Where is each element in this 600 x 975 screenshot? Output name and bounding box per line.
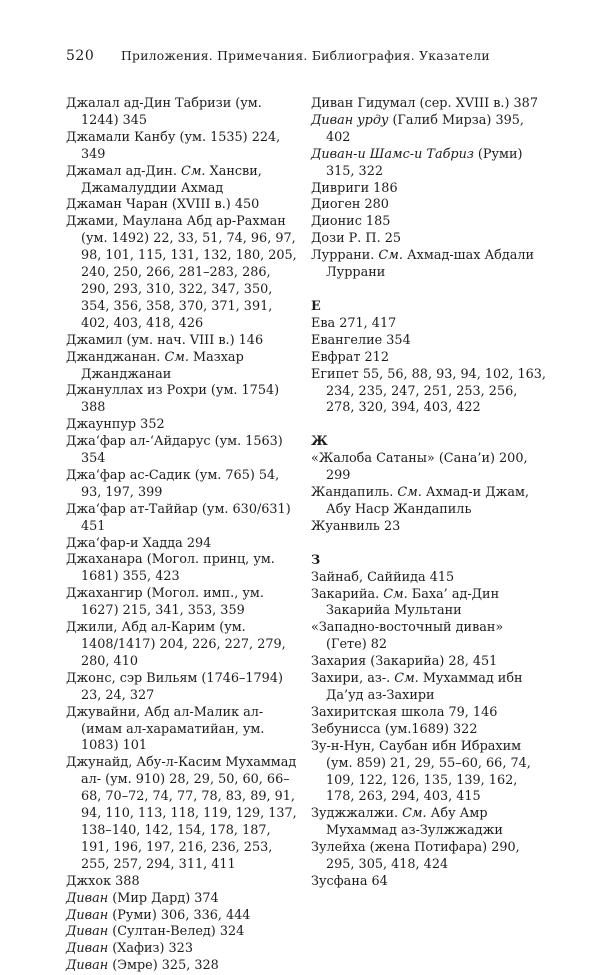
- index-entry: [66, 891, 302, 908]
- entry-text: Джонс, сэр Вильям (1746–1794) 23, 24, 327: [66, 670, 283, 703]
- entry-text-rest: (Руми) 315, 322: [326, 146, 523, 179]
- entry-text: Зебунисса (ум.1689) 322: [311, 721, 478, 737]
- entry-text: «Жалоба Сатаны» (Сана’и) 200, 299: [311, 451, 528, 484]
- entry-text: Джаунпур 352: [66, 417, 165, 433]
- index-entry: [311, 654, 547, 671]
- index-entry: [66, 552, 302, 586]
- index-entry: [66, 164, 302, 198]
- index-entry: [311, 248, 547, 282]
- index-entry: [66, 536, 302, 553]
- entry-text: Диван Гидумал (сер. XVIII в.) 387: [311, 96, 538, 111]
- entry-text: Диоген 280: [311, 197, 389, 213]
- index-entry: [66, 620, 302, 671]
- entry-text: Дионис 185: [311, 214, 391, 230]
- section-letter: Ж: [311, 434, 328, 450]
- entry-italic-text: См.: [394, 671, 419, 687]
- index-entry: [311, 722, 547, 739]
- entry-text: Джа‘фар-и Хадда 294: [66, 535, 212, 551]
- entry-text-rest: (Руми) 306, 336, 444: [108, 907, 251, 923]
- index-entry: [66, 502, 302, 536]
- entry-text: Джа‘фар ал-‘Айдарус (ум. 1563) 354: [66, 434, 283, 467]
- entry-italic-text: Диван: [66, 941, 109, 957]
- entry-text-rest: Баха’ ад-Дин Закарийа Мультани: [326, 586, 500, 619]
- entry-text: Зулейха (жена Потифара) 290, 295, 305, 418, 424: [311, 840, 520, 873]
- index-entry: [66, 383, 302, 417]
- entry-italic-text: Диван: [66, 924, 109, 940]
- index-entry: [311, 840, 547, 874]
- index-entry: [311, 570, 547, 587]
- entry-text: Жандапиль.: [311, 485, 398, 501]
- entry-text-rest: (Султан-Велед) 324: [108, 924, 245, 940]
- entry-text-rest: Ахмад-и Джам, Абу Наср Жандапиль: [326, 485, 530, 517]
- index-entry: [311, 671, 547, 705]
- entry-italic-text: См.: [402, 806, 427, 822]
- entry-text: Зусфана 64: [311, 873, 388, 889]
- index-column-left: [66, 96, 302, 975]
- index-entry: [66, 214, 302, 332]
- entry-text: Евангелие 354: [311, 332, 411, 348]
- index-entry: [311, 519, 547, 536]
- entry-text: Евфрат 212: [311, 349, 389, 365]
- entry-text: Луррани.: [311, 248, 379, 264]
- entry-text: Захири, аз-.: [311, 671, 395, 687]
- entry-italic-text: См.: [397, 485, 422, 501]
- entry-italic-text: Диван: [66, 890, 109, 906]
- entry-text: Джалал ад-Дин Табризи (ум. 1244) 345: [66, 96, 262, 128]
- index-entry: [311, 739, 547, 807]
- entry-text: Египет 55, 56, 88, 93, 94, 102, 163, 234, 235, 247, 251, 253, 256, 278, 320, 394, 403, 422: [311, 366, 546, 416]
- index-entry: [311, 197, 547, 214]
- entry-text: Джунайд, Абу-л-Касим Мухаммад ал- (ум. 910) 28, 29, 50, 60, 66–68, 70–72, 74, 77, 78, 83, 89, 91, 94, 110, 113, 118, 119, 129, 137, 138–140, 142, 154, 178, 187, 191, 196, 197, 216, 236, 253, 255, 257, 294, 311, 411: [66, 755, 297, 872]
- entry-text-rest: (Хафиз) 323: [108, 941, 193, 957]
- index-entry: [311, 181, 547, 198]
- index-entry: [311, 231, 547, 248]
- index-entry: [66, 586, 302, 620]
- index-entry: [66, 705, 302, 756]
- entry-text: Зу-н-Нун, Саубан ибн Ибрахим (ум. 859) 21, 29, 55–60, 66, 74, 109, 122, 126, 135, 139, 162, 178, 263, 294, 403, 415: [311, 738, 531, 805]
- entry-text: Джаман Чаран (XVIII в.) 450: [66, 197, 260, 213]
- index-entry: [311, 620, 547, 654]
- entry-text: Захария (Закарийа) 28, 451: [311, 654, 498, 670]
- running-title: Приложения. Примечания. Библиография. Указатели: [121, 49, 490, 63]
- entry-italic-text: См.: [181, 163, 206, 179]
- index-entry: [311, 316, 547, 333]
- entry-text: Джами, Маулана Абд ар-Рахман (ум. 1492) 22, 33, 51, 74, 96, 97, 98, 101, 115, 131, 132, 180, 205, 240, 250, 266, 281–283, 286, 290, 293, 310, 322, 347, 350, 354, 356, 358, 370, 371, 391, 402, 403, 418, 426: [66, 214, 297, 331]
- index-entry: [311, 350, 547, 367]
- index-entry: [66, 417, 302, 434]
- index-entry: [311, 214, 547, 231]
- index-entry: [311, 333, 547, 350]
- index-entry: [311, 705, 547, 722]
- entry-text: Джили, Абд ал-Карим (ум. 1408/1417) 204, 226, 227, 279, 280, 410: [66, 620, 286, 669]
- entry-text: Джаханара (Могол. принц, ум. 1681) 355, 423: [66, 552, 275, 585]
- entry-text: Джануллах из Рохри (ум. 1754) 388: [66, 383, 280, 416]
- entry-text-rest: (Мир Дард) 374: [108, 890, 219, 906]
- index-entry: [311, 147, 547, 181]
- entry-text: Джамали Канбу (ум. 1535) 224, 349: [66, 129, 281, 162]
- index-entry: [66, 333, 302, 350]
- entry-text-rest: Мазхар Джанджанаи: [81, 349, 244, 382]
- entry-text: Закарийа.: [311, 586, 384, 602]
- index-entry: [311, 367, 547, 418]
- index-entry: [66, 468, 302, 502]
- section-letter: Е: [311, 298, 321, 314]
- entry-text: Джа‘фар ат-Таййар (ум. 630/631) 451: [66, 501, 291, 534]
- index-entry: [66, 755, 302, 873]
- entry-italic-text: См.: [383, 586, 408, 602]
- index-entry: [66, 958, 302, 975]
- index-entry: [311, 485, 547, 519]
- index-entry: [66, 96, 302, 130]
- entry-text-rest: Ахмад-шах Абдали Луррани: [326, 248, 535, 281]
- entry-text-rest: (Галиб Мирза) 395, 402: [326, 112, 524, 145]
- entry-italic-text: Диван-и Шамс-и Табриз: [311, 146, 474, 162]
- index-entry: [311, 806, 547, 840]
- entry-text: Джхок 388: [66, 873, 140, 889]
- entry-italic-text: Диван урду: [311, 112, 389, 128]
- entry-text-rest: Абу Амр Мухаммад аз-Зулжжаджи: [326, 806, 503, 839]
- entry-text: Зуджжалжи.: [311, 806, 403, 822]
- entry-text: Джа‘фар ас-Садик (ум. 765) 54, 93, 197, 399: [66, 467, 280, 500]
- entry-text: Захиритская школа 79, 146: [311, 704, 498, 720]
- entry-text: Джамил (ум. нач. VIII в.) 146: [66, 332, 264, 348]
- index-entry: [66, 350, 302, 384]
- index-entry: [66, 130, 302, 164]
- entry-italic-text: См.: [164, 349, 189, 365]
- entry-text: Жуанвиль 23: [311, 518, 401, 534]
- index-entry: [66, 671, 302, 705]
- entry-italic-text: См.: [378, 248, 403, 264]
- entry-text: Джувайни, Абд ал-Малик ал- (имам ал-хараматийан, ум. 1083) 101: [66, 704, 265, 754]
- index-column-right: [311, 96, 547, 891]
- entry-text-rest: Мухаммад ибн Да’уд аз-Захири: [326, 671, 523, 703]
- index-entry: [311, 587, 547, 621]
- index-entry: [311, 874, 547, 891]
- entry-text-rest: (Эмре) 325, 328: [108, 958, 219, 974]
- page-number: 520: [66, 48, 95, 64]
- entry-text: «Западно-восточный диван» (Гете) 82: [311, 620, 504, 653]
- entry-text: Зайнаб, Саййида 415: [311, 569, 455, 585]
- index-entry: [66, 924, 302, 941]
- entry-text: Дивриги 186: [311, 180, 398, 196]
- entry-text: Джанджанан.: [66, 349, 165, 365]
- entry-text: Джамал ад-Дин.: [66, 163, 182, 179]
- running-header: [66, 48, 536, 68]
- entry-italic-text: Диван: [66, 907, 109, 923]
- index-entry: [66, 941, 302, 958]
- index-entry: [311, 451, 547, 485]
- entry-text: Джахангир (Могол. имп., ум. 1627) 215, 341, 353, 359: [66, 586, 264, 619]
- index-entry: [311, 96, 547, 113]
- index-entry: [311, 113, 547, 147]
- index-entry: [66, 908, 302, 925]
- section-letter: З: [311, 552, 321, 568]
- index-entry: [66, 197, 302, 214]
- index-entry: [66, 434, 302, 468]
- entry-text: Ева 271, 417: [311, 315, 397, 331]
- entry-text: Дози Р. П. 25: [311, 231, 402, 247]
- entry-italic-text: Диван: [66, 958, 109, 974]
- index-entry: [66, 874, 302, 891]
- entry-text-rest: Хансви, Джамалуддии Ахмад: [81, 163, 262, 196]
